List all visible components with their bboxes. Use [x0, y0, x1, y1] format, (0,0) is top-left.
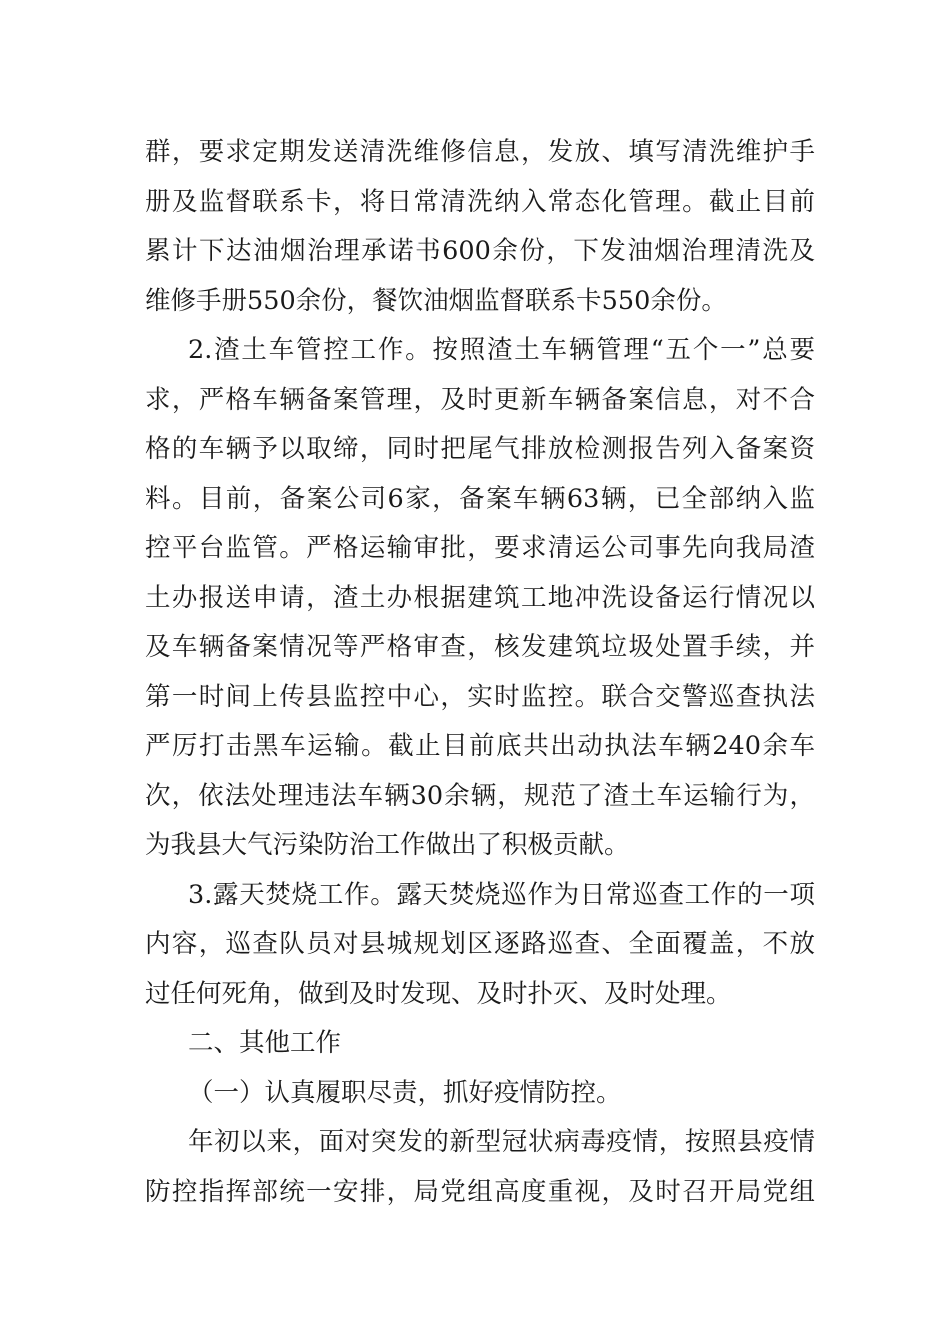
text-line: 严厉打击黑车运输。截止目前底共出动执法车辆240余车 — [145, 731, 815, 761]
text-line: 格的车辆予以取缔，同时把尾气排放检测报告列入备案资 — [145, 434, 815, 464]
section-heading-other-work — [145, 1019, 815, 1069]
text-line: 维修手册550余份，餐饮油烟监督联系卡550余份。 — [145, 285, 727, 316]
text-line: 3.露天焚烧工作。露天焚烧巡作为日常巡查工作的一项 — [188, 879, 815, 910]
paragraph-open-burning — [145, 871, 815, 1020]
text-line: 内容，巡查队员对县城规划区逐路巡查、全面覆盖，不放 — [145, 929, 815, 959]
heading-text: 二、其他工作 — [188, 1028, 342, 1058]
text-line: 料。目前，备案公司6家，备案车辆63辆，已全部纳入监 — [145, 483, 815, 514]
paragraph-epidemic-response — [145, 1118, 815, 1217]
text-line: 求，严格车辆备案管理，及时更新车辆备案信息，对不合 — [145, 384, 815, 415]
text-line: 防控指挥部统一安排，局党组高度重视，及时召开局党组 — [145, 1176, 815, 1207]
text-line: 为我县大气污染防治工作做出了积极贡献。 — [145, 830, 630, 860]
paragraph-oil-fume-continuation — [145, 128, 815, 326]
text-line: 次，依法处理违法车辆30余辆，规范了渣土车运输行为， — [145, 780, 815, 811]
text-line: 土办报送申请，渣土办根据建筑工地冲洗设备运行情况以 — [145, 582, 815, 613]
document-body — [145, 128, 815, 1217]
text-line: 册及监督联系卡，将日常清洗纳入常态化管理。截止目前 — [145, 186, 815, 217]
text-line: 年初以来，面对突发的新型冠状病毒疫情，按照县疫情 — [188, 1127, 815, 1157]
text-line: 控平台监管。严格运输审批，要求清运公司事先向我局渣 — [145, 533, 815, 563]
heading-text: （一）认真履职尽责，抓好疫情防控。 — [188, 1077, 622, 1108]
paragraph-muck-truck-control — [145, 326, 815, 871]
text-line: 2.渣土车管控工作。按照渣土车辆管理“五个一”总要 — [188, 335, 815, 365]
text-line: 累计下达油烟治理承诺书600余份，下发油烟治理清洗及 — [145, 236, 815, 266]
text-line: 及车辆备案情况等严格审查，核发建筑垃圾处置手续，并 — [145, 632, 815, 662]
text-line: 第一时间上传县监控中心，实时监控。联合交警巡查执法 — [145, 681, 815, 712]
subsection-heading-epidemic — [145, 1069, 815, 1119]
text-line: 过任何死角，做到及时发现、及时扑灭、及时处理。 — [145, 978, 732, 1009]
text-line: 群，要求定期发送清洗维修信息，发放、填写清洗维护手 — [145, 137, 815, 167]
